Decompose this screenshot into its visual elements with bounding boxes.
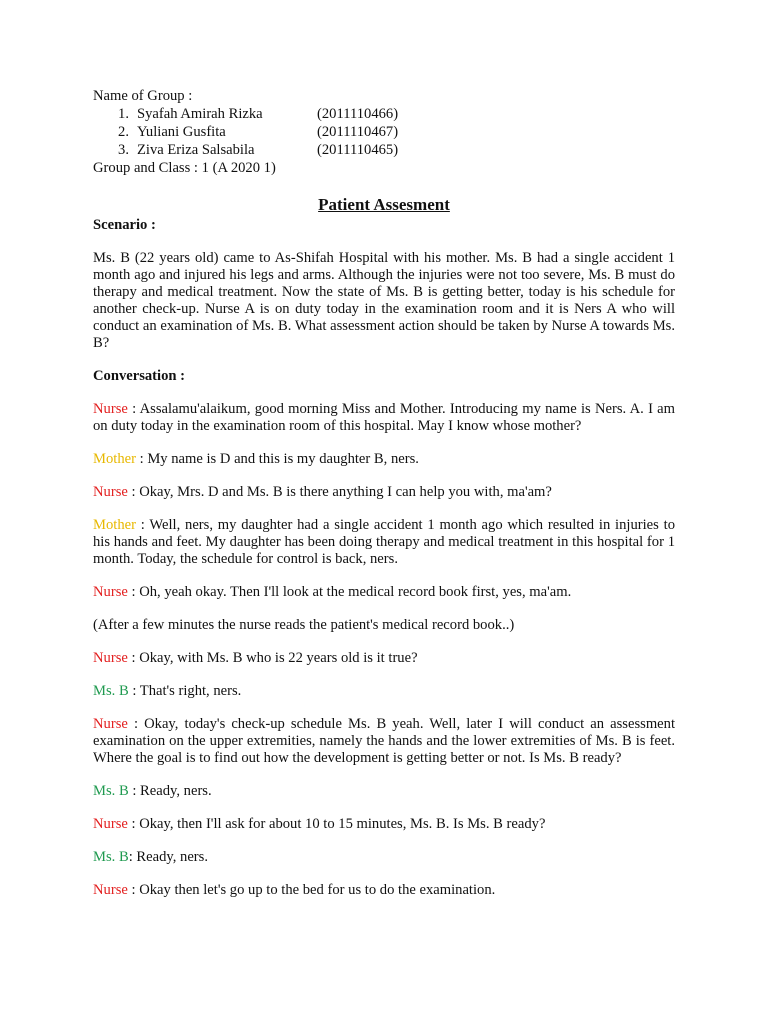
member-item	[93, 106, 693, 124]
dialogue-text: Okay, with Ms. B who is 22 years old is it true?	[139, 650, 418, 666]
member-id: (2011110466)	[317, 106, 399, 122]
dialogue-line	[93, 783, 675, 800]
speaker-separator: :	[128, 783, 141, 799]
speaker-label: Ms. B	[93, 683, 129, 699]
dialogue-line	[93, 683, 675, 700]
speaker-separator: :	[127, 484, 140, 500]
speaker-label: Nurse	[93, 584, 128, 600]
group-class: Group and Class : 1 (A 2020 1)	[93, 160, 276, 176]
document-body	[93, 217, 675, 899]
member-name: Yuliani Gusfita	[137, 124, 226, 140]
speaker-separator: :	[127, 401, 140, 417]
speaker-separator: :	[127, 650, 140, 666]
speaker-label: Nurse	[93, 716, 128, 732]
dialogue-text: Ready, ners.	[136, 849, 208, 865]
member-id: (2011110465)	[317, 142, 399, 158]
member-name: Syafah Amirah Rizka	[137, 106, 263, 122]
member-number: 3.	[118, 142, 129, 158]
speaker-label: Nurse	[93, 401, 128, 417]
dialogue-line	[93, 517, 675, 568]
member-id: (2011110467)	[317, 124, 399, 140]
scenario-heading: Scenario :	[93, 217, 156, 233]
speaker-separator: :	[135, 451, 148, 467]
dialogue-line	[93, 484, 675, 501]
dialogue-line	[93, 816, 675, 833]
speaker-label: Mother	[93, 451, 136, 467]
narration-line: (After a few minutes the nurse reads the patient's medical record book..)	[93, 617, 515, 633]
dialogue-text: My name is D and this is my daughter B, ners.	[147, 451, 419, 467]
dialogue-line	[93, 716, 675, 767]
member-name: Ziva Eriza Salsabila	[137, 142, 255, 158]
dialogue-text: Assalamu'alaikum, good morning Miss and Mother. Introducing my name is Ners. A. I am on duty today in the examination room of this hospital. May I know whose mother?	[93, 401, 676, 434]
dialogue-text: That's right, ners.	[139, 683, 242, 699]
speaker-separator: :	[127, 816, 140, 832]
speaker-label: Nurse	[93, 816, 128, 832]
dialogue-text: Ready, ners.	[140, 783, 212, 799]
group-label: Name of Group :	[93, 88, 193, 104]
speaker-separator: :	[127, 584, 140, 600]
dialogue-text: Okay, Mrs. D and Ms. B is there anything I can help you with, ma'am?	[139, 484, 552, 500]
speaker-separator: :	[128, 683, 140, 699]
dialogue-text: Okay then let's go up to the bed for us to do the examination.	[139, 882, 496, 898]
speaker-label: Nurse	[93, 484, 128, 500]
speaker-separator: :	[127, 882, 140, 898]
dialogue-line	[93, 451, 675, 468]
member-number: 2.	[118, 124, 129, 140]
speaker-label: Ms. B	[93, 783, 129, 799]
dialogue-line	[93, 650, 675, 667]
dialogue-line	[93, 401, 675, 435]
dialogue-text: Well, ners, my daughter had a single accident 1 month ago which resulted in injuries to his hands and feet. My daughter has been doing therapy and medical treatment in this hospital for 1 month. Today, the schedule for control is back, ners.	[93, 517, 675, 567]
speaker-label: Mother	[93, 517, 136, 533]
speaker-separator: :	[127, 716, 145, 732]
speaker-label: Ms. B	[93, 849, 129, 865]
speaker-label: Nurse	[93, 650, 128, 666]
page-title: Patient Assesment	[318, 195, 450, 214]
member-number: 1.	[118, 106, 129, 122]
group-info	[93, 88, 693, 178]
dialogue-text: Oh, yeah okay. Then I'll look at the medical record book first, yes, ma'am.	[139, 584, 572, 600]
speaker-separator: :	[128, 849, 137, 865]
dialogue-text: Okay, then I'll ask for about 10 to 15 minutes, Ms. B. Is Ms. B ready?	[139, 816, 546, 832]
dialogue-line	[93, 882, 675, 899]
dialogue-text: Okay, today's check-up schedule Ms. B yeah. Well, later I will conduct an assessment examination on the upper extremities, namely the hands and the lower extremities of Ms. B is feet. Where the goal is to find out how the development is getting better or not. Is Ms. B ready?	[93, 716, 675, 766]
member-item	[93, 142, 693, 160]
dialogue-line	[93, 584, 675, 601]
speaker-separator: :	[135, 517, 150, 533]
speaker-label: Nurse	[93, 882, 128, 898]
conversation-heading: Conversation :	[93, 368, 186, 384]
member-item	[93, 124, 693, 142]
scenario-text: Ms. B (22 years old) came to As-Shifah Hospital with his mother. Ms. B had a single accident 1 month ago and injured his legs and arms. Although the injuries were not too severe, Ms. B must do therapy and medical treatment. Now the state of Ms. B is getting better, today is his schedule for another check-up. Nurse A is on duty today in the examination room and it is Ners A who will conduct an examination of Ms. B. What assessment action should be taken by Nurse A towards Ms. B?	[93, 250, 675, 351]
dialogue-line	[93, 849, 675, 866]
